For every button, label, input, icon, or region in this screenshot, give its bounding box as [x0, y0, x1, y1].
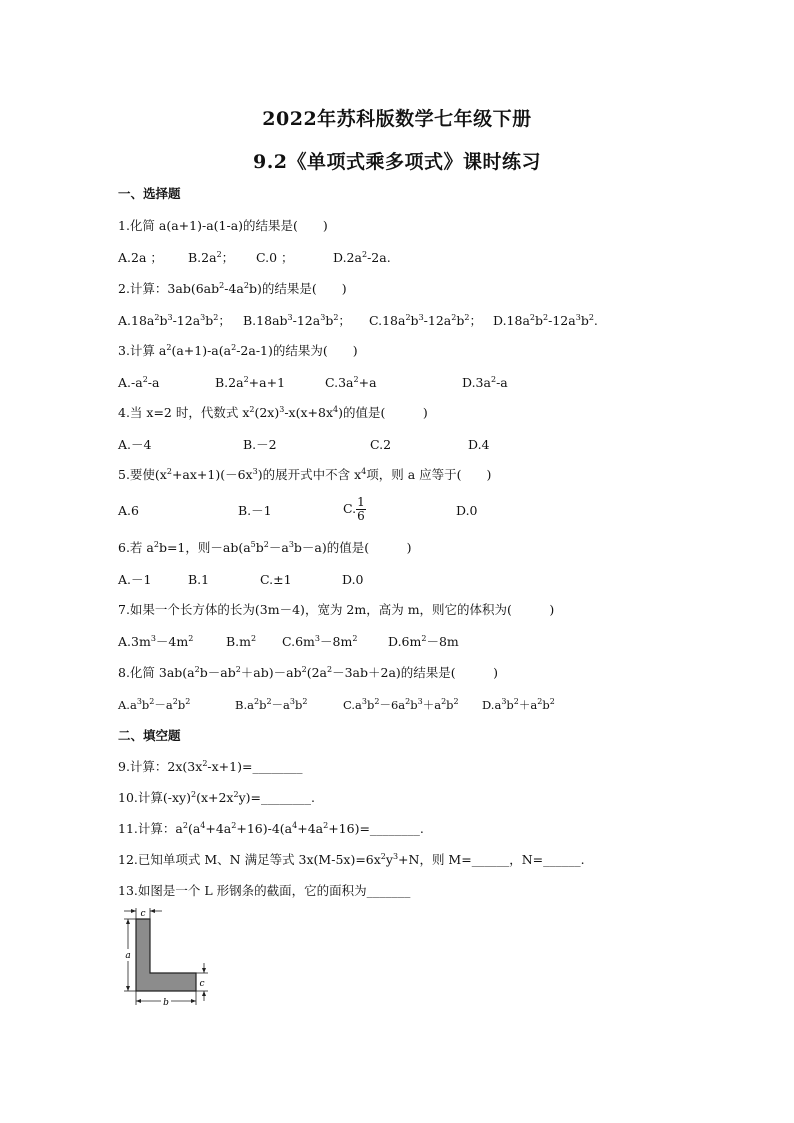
- l-shape-figure: [118, 905, 218, 1008]
- q5-option-a: A.6: [118, 503, 139, 518]
- q5-option-d: D.0: [456, 503, 478, 518]
- question-1-stem: 1.化简 a(a+1)-a(1-a)的结果是( ): [118, 218, 328, 233]
- q1-option-c: C.0 ；: [256, 250, 294, 265]
- q1-option-d: $D.2a^2-2a$.: [333, 250, 391, 265]
- question-6-stem: 6.若 $a^2b=1$，则$-ab(a^5b^2-a^3b-a)$的值是( ): [118, 540, 412, 555]
- q7-option-b: $B.m^2$: [226, 634, 257, 649]
- section-fill-in: 二、填空题: [118, 728, 181, 743]
- arrowhead-icon: [131, 909, 136, 913]
- arrowhead-icon: [191, 999, 196, 1003]
- q5-option-b: B.－1: [238, 503, 272, 518]
- arrowhead-icon: [202, 968, 206, 973]
- label-c-right: c: [199, 979, 205, 989]
- q4-option-a: A.－4: [118, 437, 152, 452]
- question-2-stem: 2.计算：$3ab(6ab^2-4a^2b)$的结果是( ): [118, 281, 347, 296]
- q2-option-a: $A.18a^2b^3-12a^3b^2$；: [118, 313, 231, 328]
- q5-option-c: C. $\frac{1}{6}$: [343, 495, 365, 523]
- q3-option-b: $B.2a^2+a+1$: [215, 375, 286, 390]
- question-12: 12.已知单项式 M、N 满足等式 $3x(M-5x)=6x^2y^3+N$，则 M=______，N=______.: [118, 852, 585, 867]
- fraction-one-sixth: $\frac{1}{6}$: [357, 495, 365, 523]
- q6-option-b: B.1: [188, 572, 210, 587]
- page-subtitle: 9.2《单项式乘多项式》课时练习: [252, 151, 542, 173]
- question-13: 13.如图是一个 L 形钢条的截面，它的面积为_______: [118, 883, 411, 898]
- question-10: 10.计算$(-xy)^2(x+2x^2y)=\_\_\_\_\_\_\_\_$.: [118, 790, 315, 805]
- question-8-stem: 8.化简 $3ab(a^2b-ab^2+ab)-ab^2(2a^2-3ab+2a)$的结果是( ): [118, 665, 499, 680]
- question-11: 11.计算：$a^2(a^4+4a^2+16)-4(a^4+4a^2+16)=\_\_\_\_\_\_\_\_$.: [118, 821, 424, 836]
- q3-option-d: $D.3a^2-a$: [462, 375, 508, 390]
- q8-option-b: $B.a^2b^2-a^3b^2$: [235, 697, 308, 712]
- l-shape-section: [136, 919, 196, 991]
- q7-option-a: $A.3m^3-4m^2$: [118, 634, 194, 649]
- q6-option-a: A.－1: [118, 572, 152, 587]
- q6-option-d: D.0: [342, 572, 364, 587]
- question-5-stem: 5.要使$(x^2+ax+1)(-6x^3)$的展开式中不含 $x^4$项，则 a 应等于( ): [118, 467, 492, 482]
- q1-option-b: $B.2a^2$；: [188, 250, 235, 265]
- arrowhead-icon: [136, 999, 141, 1003]
- q1-option-a: A.2a ；: [118, 250, 163, 265]
- question-4-stem: 4.当 x=2 时，代数式 $x^2(2x)^3-x(x+8x^4)$的值是( ): [118, 405, 428, 420]
- arrowhead-icon: [126, 919, 130, 924]
- q8-option-d: $D.a^3b^2+a^2b^2$: [482, 697, 555, 712]
- section-multiple-choice: 一、选择题: [118, 186, 181, 201]
- q2-option-b: $B.18ab^3-12a^3b^2$；: [243, 313, 351, 328]
- arrowhead-icon: [126, 986, 130, 991]
- arrowhead-icon: [202, 991, 206, 996]
- question-7-stem: 7.如果一个长方体的长为(3m－4)，宽为 2m，高为 m，则它的体积为( ): [118, 602, 555, 617]
- label-a: a: [125, 951, 131, 961]
- q8-option-a: $A.a^3b^2-a^2b^2$: [118, 697, 191, 712]
- q4-option-d: D.4: [468, 437, 490, 452]
- label-c-top: c: [140, 909, 146, 919]
- q4-option-c: C.2: [370, 437, 392, 452]
- q6-option-c: C.±1: [260, 572, 292, 587]
- question-9: 9.计算：$2x(3x^2-x+1)=\_\_\_\_\_\_\_\_$: [118, 759, 303, 774]
- page-title: 2022年苏科版数学七年级下册: [262, 108, 532, 130]
- question-3-stem: 3.计算 $a^2(a+1)-a(a^2-2a-1)$的结果为( ): [118, 343, 358, 358]
- q7-option-d: $D.6m^2-8m$: [388, 634, 459, 649]
- q4-option-b: B.－2: [243, 437, 277, 452]
- q8-option-c: $C.a^3b^2-6a^2b^3+a^2b^2$: [343, 697, 459, 712]
- arrowhead-icon: [150, 909, 155, 913]
- q2-option-d: $D.18a^2b^2-12a^3b^2$.: [493, 313, 598, 328]
- q7-option-c: $C.6m^3-8m^2$: [282, 634, 358, 649]
- q2-option-c: $C.18a^2b^3-12a^2b^2$；: [369, 313, 482, 328]
- q3-option-c: $C.3a^2+a$: [325, 375, 377, 390]
- label-b: b: [163, 998, 169, 1008]
- q3-option-a: $A.-a^2-a$: [118, 375, 160, 390]
